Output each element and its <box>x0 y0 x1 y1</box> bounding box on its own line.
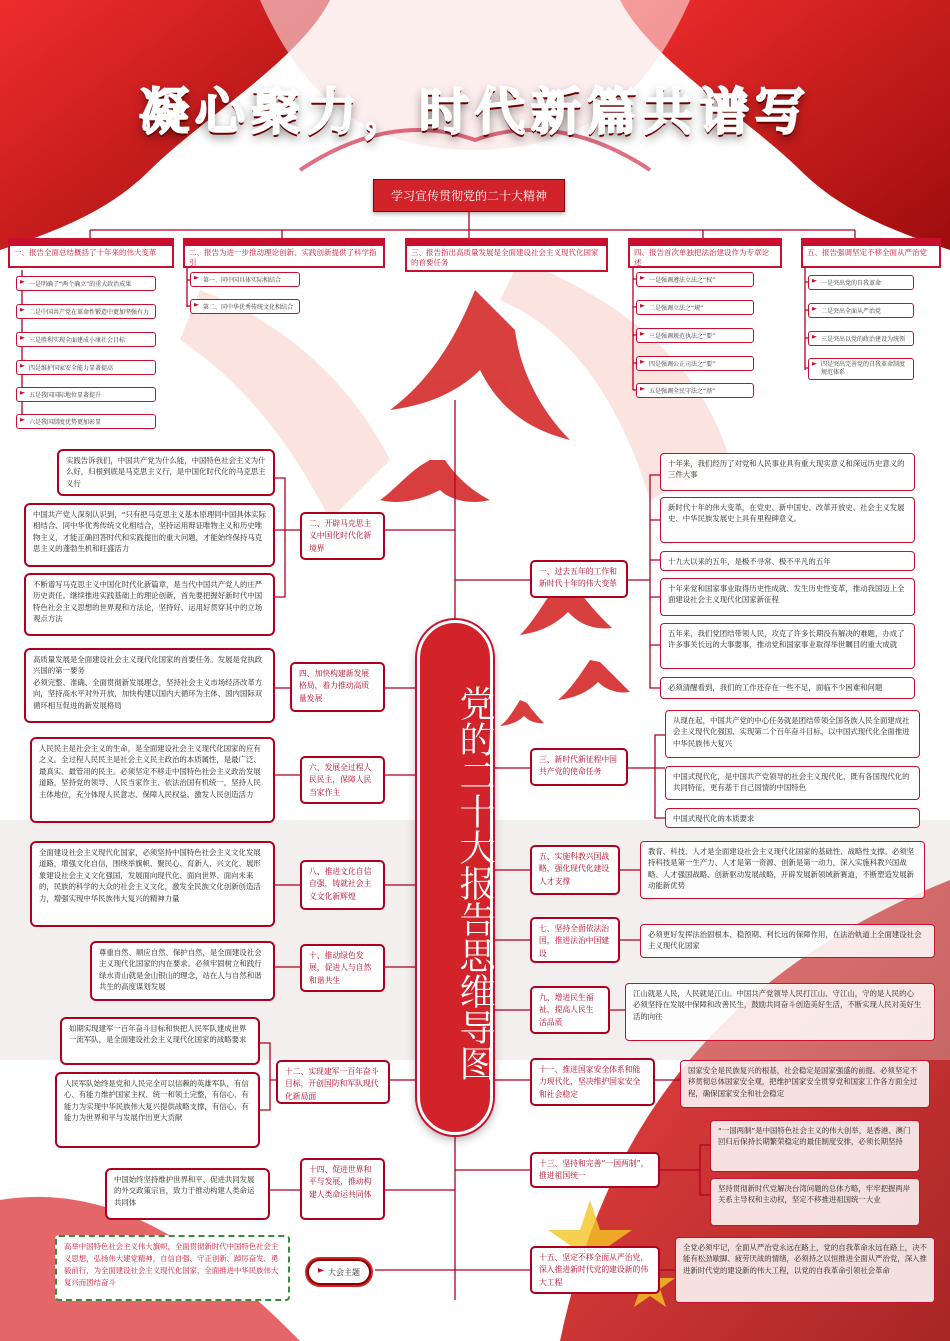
list-item: 一是明确了“两个确立”的重大政治成果 <box>16 276 156 291</box>
top-section-3-header: 三、报告指出高质量发展是全面建设社会主义现代化国家的首要任务 <box>405 238 608 272</box>
right-node-7: 七、坚持全面依法治国，推进法治中国建设 <box>530 917 620 963</box>
top-section-5-header: 五、报告强调坚定不移全面从严治党 <box>801 238 941 268</box>
left-node-4: 四、加快构建新发展格局，着力推动高质量发展 <box>290 662 385 712</box>
left-node-6-box-1: 人民民主是社会主义的生命，是全面建设社会主义现代化国家的应有之义。全过程人民民主是社会主义民主政治的本质属性，是最广泛、最真实、最管用的民主。必须坚定不移走中国特色社会主义政治发展道路，坚持党的领导、人民当家作主、依法治国有机统一，坚持人民主体地位，充分体现人民意志、保障人民权益、激发人民创造活力 <box>30 737 275 823</box>
list-item: 一是突出党的自我革命 <box>808 275 914 290</box>
right-node-1-box-4: 十年来党和国家事业取得历史性成就、发生历史性变革，推动我国迈上全面建设社会主义现代化国家新征程 <box>660 578 915 616</box>
left-node-10: 十、推动绿色发展，促进人与自然和谐共生 <box>300 944 385 992</box>
theme-label: 大会主题 <box>328 1267 360 1277</box>
right-node-7-box-1: 必须更好发挥法治固根本、稳预期、利长远的保障作用，在法治轨道上全面建设社会主义现代化国家 <box>640 924 935 958</box>
left-node-2-box-2: 中国共产党人深刻认识到，“只有把马克思主义基本原理同中国具体实际相结合、同中华优秀传统文化相结合，坚持运用辩证唯物主义和历史唯物主义，才能正确回答时代和实践提出的重大问题，才能始终保持马克思主义的蓬勃生机和旺盛活力 <box>24 503 275 567</box>
left-node-14: 十四、促进世界和平与发展，推动构建人类命运共同体 <box>300 1158 385 1220</box>
left-node-8: 八、推进文化自信自强，铸就社会主义文化新辉煌 <box>300 860 385 910</box>
list-item: 一是强调遵法立法之“权” <box>636 272 754 287</box>
left-node-2-box-3: 不断谱写马克思主义中国化时代化新篇章，是当代中国共产党人的庄严历史责任。继续推进实践基础上的理论创新，首先要把握好新时代中国特色社会主义思想的世界观和方法论，坚持好、运用好贯穿其中的立场观点方法 <box>24 573 275 636</box>
left-node-12-box-1: 如期实现建军一百年奋斗目标和快把人民军队建成世界一流军队，是全面建设社会主义现代化国家的战略要求 <box>60 1017 260 1065</box>
top-section-2-header: 二、报告为进一步推动理论创新、实践创新提供了科学指引 <box>183 238 385 268</box>
list-item: 三是胜利实现全面建成小康社会目标 <box>16 332 156 347</box>
list-item: 第二、同中华优秀传统文化相结合 <box>190 299 300 314</box>
left-node-2-box-1: 实践告诉我们，中国共产党为什么能，中国特色社会主义为什么好，归根到底是马克思主义行，是中国化时代化的马克思主义行 <box>57 449 275 496</box>
right-node-9-box-1: 江山就是人民，人民就是江山。中国共产党领导人民打江山、守江山，守的是人民的心 必须坚持在发展中保障和改善民生，鼓励共同奋斗创造美好生活，不断实现人民对美好生活的向往 <box>625 983 935 1041</box>
left-node-4-box-1: 高质量发展是全面建设社会主义现代化国家的首要任务。发展是党执政兴国的第一要务 必须完整、准确、全面贯彻新发展理念，坚持社会主义市场经济改革方向，坚持高水平对外开放，加快构建以国内大循环为主体、国内国际双循环相互促进的新发展格局 <box>24 648 275 723</box>
right-node-13-box-2: 坚持贯彻新时代党解决台湾问题的总体方略，牢牢把握两岸关系主导权和主动权，坚定不移推进祖国统一大业 <box>710 1178 920 1226</box>
right-node-11: 十一、推进国家安全体系和能力现代化，坚决维护国家安全和社会稳定 <box>530 1058 655 1106</box>
list-item: 四是强调公正司法之“要” <box>636 356 754 371</box>
list-item: 三是强调规范执法之“要” <box>636 328 754 343</box>
right-node-13: 十三、坚持和完善“一国两制”，推进祖国统一 <box>530 1152 660 1188</box>
right-node-3-box-2: 中国式现代化，是中国共产党领导的社会主义现代化，既有各国现代化的共同特征，更有基于自己国情的中国特色 <box>665 766 920 800</box>
list-item: 二是强调立法之“规” <box>636 300 754 315</box>
left-node-2: 二、开辟马克思主义中国化时代化新境界 <box>300 512 385 560</box>
list-item: 二是突出全面从严治党 <box>808 303 914 318</box>
list-item: 四是突出完善党的自我革命制度规范体系 <box>808 358 914 380</box>
right-node-5-box-1: 教育、科技、人才是全面建设社会主义现代化国家的基础性、战略性支撑。必须坚持科技是第一生产力、人才是第一资源、创新是第一动力，深入实施科教兴国战略、人才强国战略、创新驱动发展战略，开辟发展新领域新赛道，不断塑造发展新动能新优势 <box>640 841 925 899</box>
right-node-5: 五、实施科教兴国战略，强化现代化建设人才支撑 <box>530 845 620 895</box>
left-node-12: 十二、实现建军一百年奋斗目标，开创国防和军队现代化新局面 <box>276 1060 390 1104</box>
right-node-1: 一、过去五年的工作和新时代十年的伟大变革 <box>530 560 628 598</box>
page-title: 凝心聚力，时代新篇共谱写 <box>139 82 811 141</box>
right-node-15: 十五、坚定不移全面从严治党，深入推进新时代党的建设新的伟大工程 <box>530 1246 660 1294</box>
right-node-1-box-6: 必须清醒看到，我们的工作还存在一些不足，面临不少困难和问题 <box>660 677 915 699</box>
left-node-8-box-1: 全面建设社会主义现代化国家，必须坚持中国特色社会主义文化发展道路，增强文化自信，围绕举旗帜、聚民心、育新人、兴文化、展形象建设社会主义文化强国，发展面向现代化、面向世界、面向未来的，民族的科学的大众的社会主义文化，激发全民族文化创新创造活力，增强实现中华民族伟大复兴的精神力量 <box>30 841 275 927</box>
list-item: 二是中国共产党在革命性锻造中更加坚强有力 <box>16 304 156 319</box>
list-item: 四是维护国家安全能力显著提高 <box>16 360 156 375</box>
left-node-12-box-2: 人民军队始终是党和人民完全可以信赖的英雄军队，有信心、有能力维护国家主权、统一和领土完整，有信心、有能力为实现中华民族伟大复兴提供战略支撑，有信心、有能力为世界和平与发展作出更大贡献 <box>55 1072 260 1148</box>
right-node-1-box-5: 五年来，我们党团结带领人民，攻克了许多长期没有解决的难题，办成了许多事关长远的大事要事，推动党和国家事业取得举世瞩目的重大成就 <box>660 623 915 669</box>
left-node-6: 六、发展全过程人民民主，保障人民当家作主 <box>300 756 385 804</box>
theme-button <box>307 1259 371 1285</box>
right-node-1-box-3: 十九大以来的五年，是极不寻常、极不平凡的五年 <box>660 551 915 571</box>
left-node-10-box-1: 尊重自然、顺应自然、保护自然，是全面建设社会主义现代化国家的内在要求。必须牢固树立和践行绿水青山就是金山银山的理念，站在人与自然和谐共生的高度谋划发展 <box>90 941 275 1001</box>
flag-icon <box>318 1268 324 1276</box>
right-node-15-box-1: 全党必须牢记，全面从严治党永远在路上，党的自我革命永远在路上，决不能有松劲歇脚、疲劳厌战的情绪，必须持之以恒推进全面从严治党，深入推进新时代党的建设新的伟大工程，以党的自我革命引领社会革命 <box>675 1237 935 1303</box>
left-node-14-box-1: 中国始终坚持维护世界和平、促进共同发展的外交政策宗旨，致力于推动构建人类命运共同体 <box>105 1168 270 1220</box>
right-node-3-box-3: 中国式现代化的本质要求 <box>665 808 920 828</box>
center-topic: 党的二十大报告思维导图 <box>454 685 495 1081</box>
right-node-11-box-1: 国家安全是民族复兴的根基，社会稳定是国家强盛的前提。必须坚定不移贯彻总体国家安全观，把维护国家安全贯穿党和国家工作各方面全过程，确保国家安全和社会稳定 <box>680 1060 930 1108</box>
list-item: 三是突出以党的政治建设为统领 <box>808 331 914 346</box>
top-section-1-header: 一、报告全面总结概括了十年来的伟大变革 <box>8 238 174 268</box>
list-item: 五是强调全民守法之“基” <box>636 383 754 398</box>
right-node-1-box-1: 十年来，我们经历了对党和人民事业具有重大现实意义和深远历史意义的三件大事 <box>660 453 915 491</box>
list-item: 五是我国国际地位显著提升 <box>16 387 156 402</box>
top-section-4-header: 四、报告首次单独把法治建设作为专章论述 <box>628 238 782 268</box>
conclusion-text: 高举中国特色社会主义伟大旗帜，全面贯彻新时代中国特色社会主义思想，弘扬伟大建党精神，自信自强、守正创新、踔厉奋发、勇毅前行，为全面建设社会主义现代化国家、全面推进中华民族伟大复兴而团结奋斗 <box>55 1235 290 1301</box>
list-item: 六是我国制度优势更加彰显 <box>16 414 156 429</box>
right-node-1-box-2: 新时代十年的伟大变革，在党史、新中国史、改革开放史、社会主义发展史、中华民族发展史上具有里程碑意义。 <box>660 497 915 543</box>
right-node-3: 三、新时代新征程中国共产党的使命任务 <box>530 748 628 786</box>
list-item: 第一、同中国具体实际相结合 <box>190 272 300 287</box>
right-node-3-box-1: 从现在起，中国共产党的中心任务就是团结带领全国各族人民全面建成社会主义现代化强国、实现第二个百年奋斗目标，以中国式现代化全面推进中华民族伟大复兴 <box>665 710 920 758</box>
right-node-13-box-1: “一国两制”是中国特色社会主义的伟大创举，是香港、澳门回归后保持长期繁荣稳定的最佳制度安排，必须长期坚持 <box>710 1120 920 1172</box>
subtitle-banner: 学习宣传贯彻党的二十大精神 <box>373 179 565 212</box>
right-node-9: 九、增进民生福祉，提高人民生活品质 <box>530 986 610 1034</box>
